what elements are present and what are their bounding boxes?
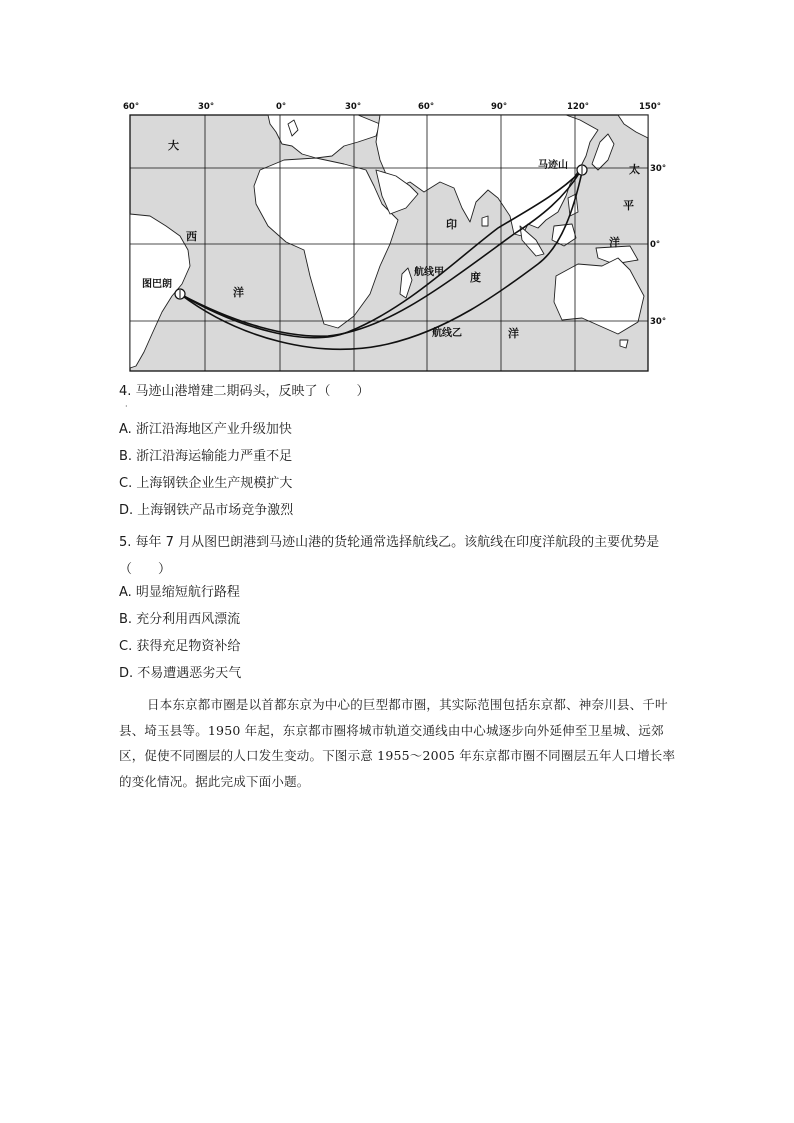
stray-dot: ·	[125, 402, 128, 411]
lon-label-0: 0°	[276, 102, 287, 112]
indian-char-2: 度	[470, 271, 481, 284]
lon-label-120e: 120°	[567, 102, 589, 112]
port-tubarao-label: 图巴朗	[142, 279, 172, 290]
atlantic-char-2: 西	[186, 230, 197, 243]
lon-label-90e: 90°	[491, 102, 508, 112]
port-tubarao-marker	[175, 289, 185, 299]
atlantic-char-1: 大	[168, 139, 179, 152]
question-5-option-d[interactable]: D. 不易遭遇恶劣天气	[119, 666, 242, 681]
lon-label-30w: 30°	[198, 102, 215, 112]
lon-label-150e: 150°	[639, 102, 661, 112]
port-majishan-marker	[577, 165, 587, 175]
pacific-char-3: 洋	[609, 236, 620, 249]
lon-label-60w: 60°	[123, 102, 140, 112]
route-a-label: 航线甲	[414, 267, 444, 278]
indian-char-3: 洋	[508, 327, 519, 340]
lon-label-30e: 30°	[345, 102, 362, 112]
question-5-option-a[interactable]: A. 明显缩短航行路程	[119, 585, 240, 600]
route-b-label: 航线乙	[432, 328, 462, 339]
question-4-option-d[interactable]: D. 上海钢铁产品市场竞争激烈	[119, 503, 294, 518]
question-4-option-b[interactable]: B. 浙江沿海运输能力严重不足	[119, 449, 293, 464]
indian-char-1: 印	[446, 218, 457, 231]
question-5-stem: 5. 每年 7 月从图巴朗港到马迹山港的货轮通常选择航线乙。该航线在印度洋航段的主要优势是（ ）	[119, 535, 660, 577]
question-5-option-b[interactable]: B. 充分利用西风漂流	[119, 612, 241, 627]
question-5-option-c[interactable]: C. 获得充足物资补给	[119, 639, 241, 654]
reading-passage: 日本东京都市圈是以首都东京为中心的巨型都市圈，其实际范围包括东京都、神奈川县、千叶县、埼玉县等。1950 年起，东京都市圈将城市轨道交通线由中心城逐步向外延伸至卫星城、远郊区，促使不同圈层的人口发生变动。下图示意 1955～2005 年东京都市圈不同圈层五年人口增长率的变化情况。据此完成下面小题。	[119, 697, 676, 789]
lat-label-30s: 30°	[650, 317, 667, 327]
lat-label-30n: 30°	[650, 164, 667, 174]
atlantic-char-3: 洋	[233, 286, 244, 299]
sri-lanka	[482, 216, 488, 226]
lon-label-60e: 60°	[418, 102, 435, 112]
question-4-option-a[interactable]: A. 浙江沿海地区产业升级加快	[119, 422, 292, 437]
pacific-char-2: 平	[623, 199, 634, 212]
port-majishan-label: 马迹山	[538, 160, 568, 171]
lat-label-0: 0°	[650, 240, 661, 250]
question-4-stem: 4. 马迹山港增建二期码头，反映了（ ）	[119, 384, 370, 399]
route-map	[118, 98, 670, 374]
question-4-option-c[interactable]: C. 上海钢铁企业生产规模扩大	[119, 476, 293, 491]
pacific-char-1: 太	[629, 163, 640, 176]
